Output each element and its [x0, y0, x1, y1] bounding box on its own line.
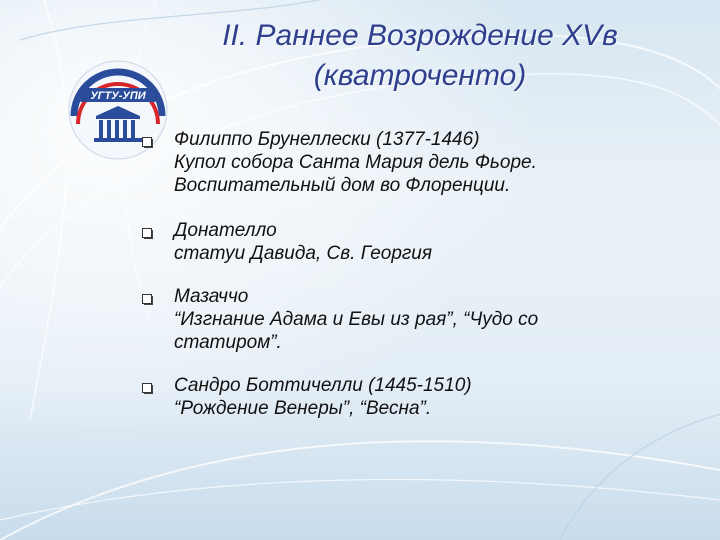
item-line: Филиппо Брунеллески (1377-1446) — [174, 129, 480, 150]
item-line: Воспитательный дом во Флоренции. — [174, 175, 511, 196]
list-item — [140, 285, 700, 354]
item-line: статуи Давида, Св. Георгия — [174, 243, 432, 264]
checkbox-bullet-icon — [142, 294, 154, 306]
title-line-2: (кватроченто) — [313, 59, 527, 92]
checkbox-bullet-icon — [142, 383, 154, 395]
slide-title — [150, 16, 690, 96]
checkbox-bullet-icon — [142, 137, 154, 149]
item-line: “Изгнание Адама и Евы из рая”, “Чудо со — [174, 309, 539, 330]
item-line: “Рождение Венеры”, “Весна”. — [174, 398, 432, 419]
bullet-list — [140, 128, 700, 440]
title-line-1: II. Раннее Возрождение XVв — [222, 19, 618, 52]
item-line: Мазаччо — [174, 286, 249, 307]
logo-text: УГТУ-УПИ — [90, 90, 146, 102]
list-item — [140, 374, 700, 420]
list-item — [140, 219, 700, 265]
item-line: статиром”. — [174, 332, 282, 353]
item-line: Донателло — [174, 220, 277, 241]
list-item — [140, 128, 700, 197]
item-line: Купол собора Санта Мария дель Фьоре. — [174, 152, 537, 173]
checkbox-bullet-icon — [142, 228, 154, 240]
item-line: Сандро Боттичелли (1445-1510) — [174, 375, 472, 396]
